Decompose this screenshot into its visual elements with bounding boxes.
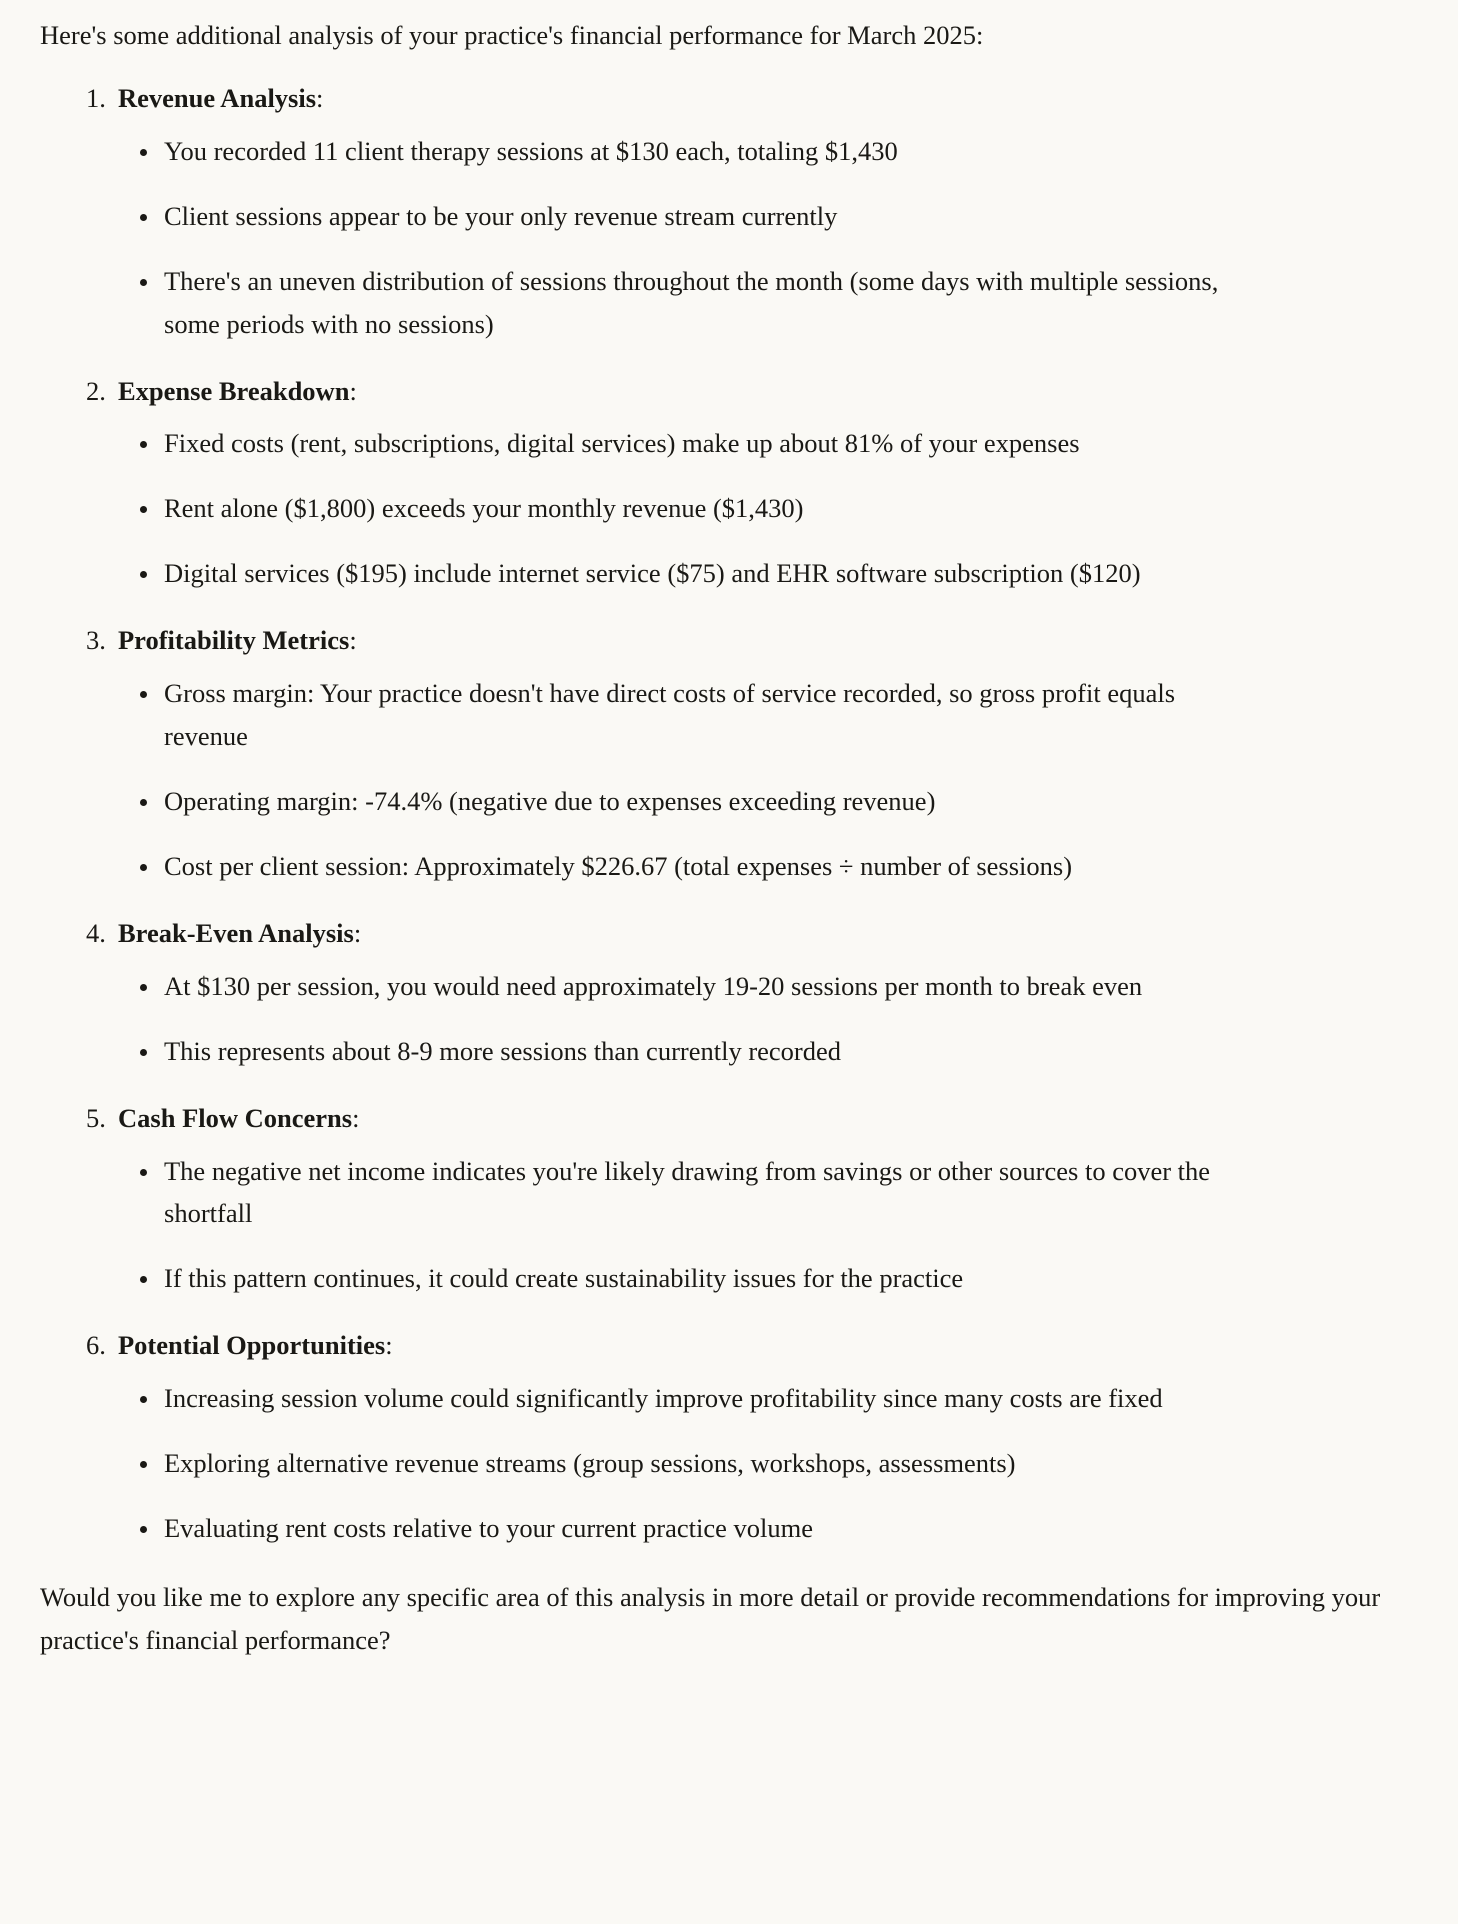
list-item: Digital services ($195) include internet service ($75) and EHR software subscription ($120) (118, 552, 1194, 595)
section-heading (118, 370, 1408, 413)
section-heading-colon: : (353, 917, 362, 948)
list-item: Evaluating rent costs relative to your current practice volume (118, 1507, 1194, 1550)
section-profitability-metrics (40, 619, 1408, 888)
list-item: Rent alone ($1,800) exceeds your monthly revenue ($1,430) (118, 487, 1194, 530)
section-heading-label: Expense Breakdown (118, 375, 350, 406)
section-heading-colon: : (349, 625, 357, 656)
list-item: You recorded 11 client therapy sessions at $130 each, totaling $1,430 (118, 130, 1194, 173)
section-bullet-list (118, 965, 1408, 1073)
section-heading-label: Profitability Metrics (118, 625, 350, 656)
list-item: At $130 per session, you would need approximately 19-20 sessions per month to break even (118, 965, 1234, 1008)
section-potential-opportunities (40, 1324, 1408, 1550)
list-item: The negative net income indicates you're likely drawing from savings or other sources to cover the shortfall (118, 1150, 1234, 1236)
section-heading (118, 77, 1408, 120)
section-expense-breakdown (40, 370, 1408, 596)
analysis-section-list (40, 77, 1408, 1550)
list-item: There's an uneven distribution of sessions throughout the month (some days with multiple sessions, some periods with no sessions) (118, 260, 1234, 346)
section-heading-colon: : (349, 375, 357, 406)
intro-paragraph: Here's some additional analysis of your practice's financial performance for March 2025: (40, 20, 984, 50)
section-bullet-list (118, 130, 1408, 346)
section-bullet-list (118, 672, 1408, 888)
list-item: Exploring alternative revenue streams (group sessions, workshops, assessments) (118, 1442, 1234, 1485)
section-heading-colon: : (352, 1102, 360, 1133)
section-revenue-analysis (40, 77, 1408, 346)
section-heading (118, 912, 1408, 955)
list-item: Cost per client session: Approximately $226.67 (total expenses ÷ number of sessions) (118, 845, 1234, 888)
list-item: Client sessions appear to be your only revenue stream currently (118, 195, 1194, 238)
section-heading-label: Revenue Analysis (118, 82, 317, 113)
section-heading (118, 1324, 1408, 1367)
section-heading-colon: : (316, 82, 324, 113)
section-break-even-analysis (40, 912, 1408, 1073)
list-item: Fixed costs (rent, subscriptions, digital services) make up about 81% of your expenses (118, 422, 1234, 465)
section-heading (118, 1097, 1408, 1140)
section-bullet-list (118, 1150, 1408, 1301)
list-item: If this pattern continues, it could create sustainability issues for the practice (118, 1257, 1194, 1300)
section-cash-flow-concerns (40, 1097, 1408, 1301)
section-heading-colon: : (385, 1330, 393, 1361)
list-item: This represents about 8-9 more sessions than currently recorded (118, 1030, 1194, 1073)
outro-paragraph: Would you like me to explore any specific area of this analysis in more detail or provide recommendations for improving your practice's financial performance? (40, 1581, 1381, 1655)
list-item: Operating margin: -74.4% (negative due to expenses exceeding revenue) (118, 780, 1234, 823)
section-bullet-list (118, 1377, 1408, 1550)
section-heading (118, 619, 1408, 662)
section-heading-label: Break-Even Analysis (118, 917, 354, 948)
list-item: Increasing session volume could significantly improve profitability since many costs are fixed (118, 1377, 1234, 1420)
section-heading-label: Potential Opportunities (118, 1330, 386, 1361)
list-item: Gross margin: Your practice doesn't have direct costs of service recorded, so gross profit equals revenue (118, 672, 1234, 758)
section-bullet-list (118, 422, 1408, 595)
section-heading-label: Cash Flow Concerns (118, 1102, 353, 1133)
